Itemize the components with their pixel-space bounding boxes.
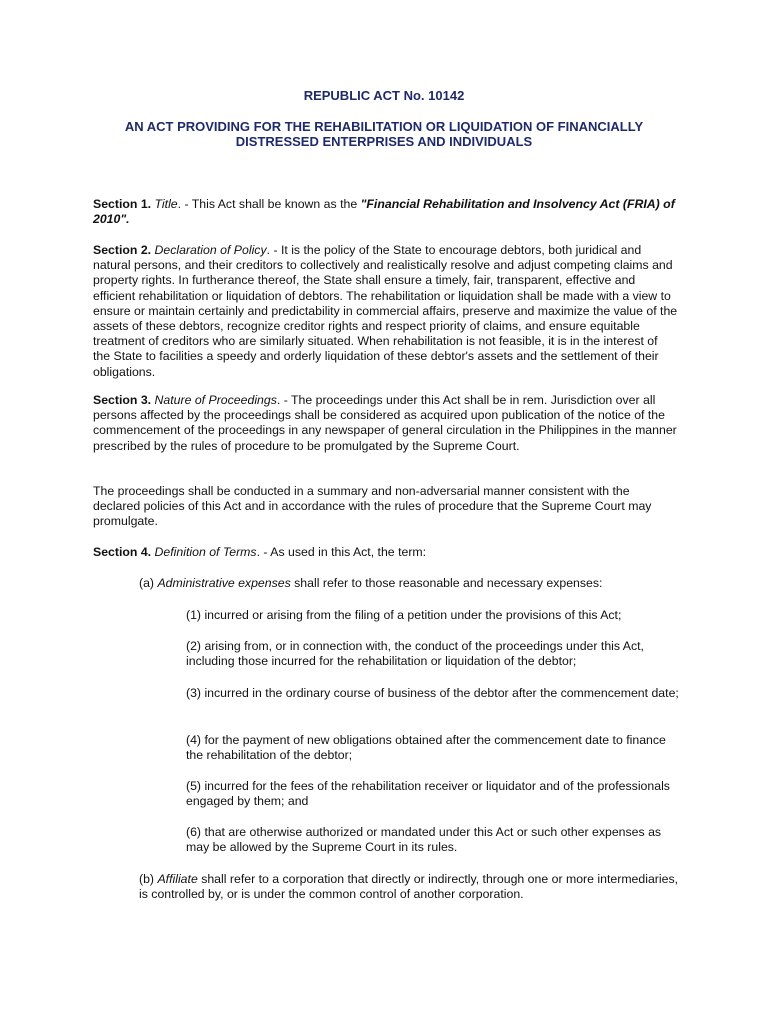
section-2-label: Section 2. [93, 243, 152, 257]
section-4-label: Section 4. [93, 545, 152, 559]
section-2-heading: Declaration of Policy [154, 243, 267, 257]
section-3-paragraph-2: The proceedings shall be conducted in a summary and non-adversarial manner consistent with the declared policies of this Act and in accordance with the rules of procedure that the Supreme Court may promulgate. [93, 484, 652, 529]
section-2-body: . - It is the policy of the State to encourage debtors, both juridical and natural persons, and their creditors to collectively and realistically resolve and adjust competing claims and property rights. In furtherance thereof, the State shall ensure a timely, fair, transparent, effective and efficient rehabilitation or liquidation of debtors. The rehabilitation or liquidation shall be made with a view to ensure or maintain certainly and predictability in commercial affairs, preserve and maximize the value of the assets of these debtors, recognize creditor rights and respect priority of claims, and ensure equitable treatment of creditors who are similarly situated. When rehabilitation is not feasible, it is in the interest of the State to facilities a speedy and orderly liquidation of these debtor's assets and the settlement of their obligations. [93, 243, 678, 379]
act-title-line-2: DISTRESSED ENTERPRISES AND INDIVIDUALS [235, 134, 533, 149]
act-number: REPUBLIC ACT No. 10142 [303, 88, 465, 103]
section-2 [93, 243, 678, 380]
section-1-label: Section 1. [93, 197, 152, 211]
definition-b-prefix: (b) [139, 872, 158, 886]
definition-a-prefix: (a) [139, 576, 158, 590]
section-4-heading: Definition of Terms [154, 545, 257, 559]
section-3-label: Section 3. [93, 393, 152, 407]
definition-a [139, 576, 679, 591]
definition-b-term: Affiliate [157, 872, 198, 886]
section-4-intro: . - As used in this Act, the term: [256, 545, 427, 559]
list-item: (4) for the payment of new obligations obtained after the commencement date to finance the rehabilitation of the debtor; [186, 733, 666, 763]
act-title [0, 119, 768, 149]
list-item: (5) incurred for the fees of the rehabilitation receiver or liquidator and of the professionals engaged by them; and [186, 779, 670, 809]
list-item: (2) arising from, or in connection with, the conduct of the proceedings under this Act, including those incurred for the rehabilitation or liquidation of the debtor; [186, 639, 644, 669]
section-1-heading: Title [154, 197, 178, 211]
list-item: (1) incurred or arising from the filing of a petition under the provisions of this Act; [186, 608, 622, 622]
act-title-line-1: AN ACT PROVIDING FOR THE REHABILITATION OR LIQUIDATION OF FINANCIALLY [124, 119, 644, 134]
definition-a-term: Administrative expenses [157, 576, 291, 590]
definition-b [139, 872, 679, 902]
section-1 [93, 197, 678, 227]
section-3-heading: Nature of Proceedings [154, 393, 277, 407]
section-4 [93, 545, 678, 560]
list-item: (3) incurred in the ordinary course of business of the debtor after the commencement date; [186, 686, 679, 700]
section-1-intro: . - This Act shall be known as the [177, 197, 361, 211]
definition-b-text: shall refer to a corporation that directly or indirectly, through one or more intermediaries, is controlled by, or is under the common control of another corporation. [139, 872, 679, 902]
section-1-short-title: "Financial Rehabilitation and Insolvency Act (FRIA) of 2010". [93, 197, 675, 227]
section-3-body: . - The proceedings under this Act shall be in rem. Jurisdiction over all persons affected by the proceedings shall be considered as acquired upon publication of the notice of the commencement of the proceedings in any newspaper of general circulation in the Philippines in the manner prescribed by the rules of procedure to be promulgated by the Supreme Court. [93, 393, 677, 453]
section-3 [93, 393, 678, 454]
list-item: (6) that are otherwise authorized or mandated under this Act or such other expenses as may be allowed by the Supreme Court in its rules. [186, 825, 662, 855]
definition-a-text: shall refer to those reasonable and necessary expenses: [290, 576, 603, 590]
